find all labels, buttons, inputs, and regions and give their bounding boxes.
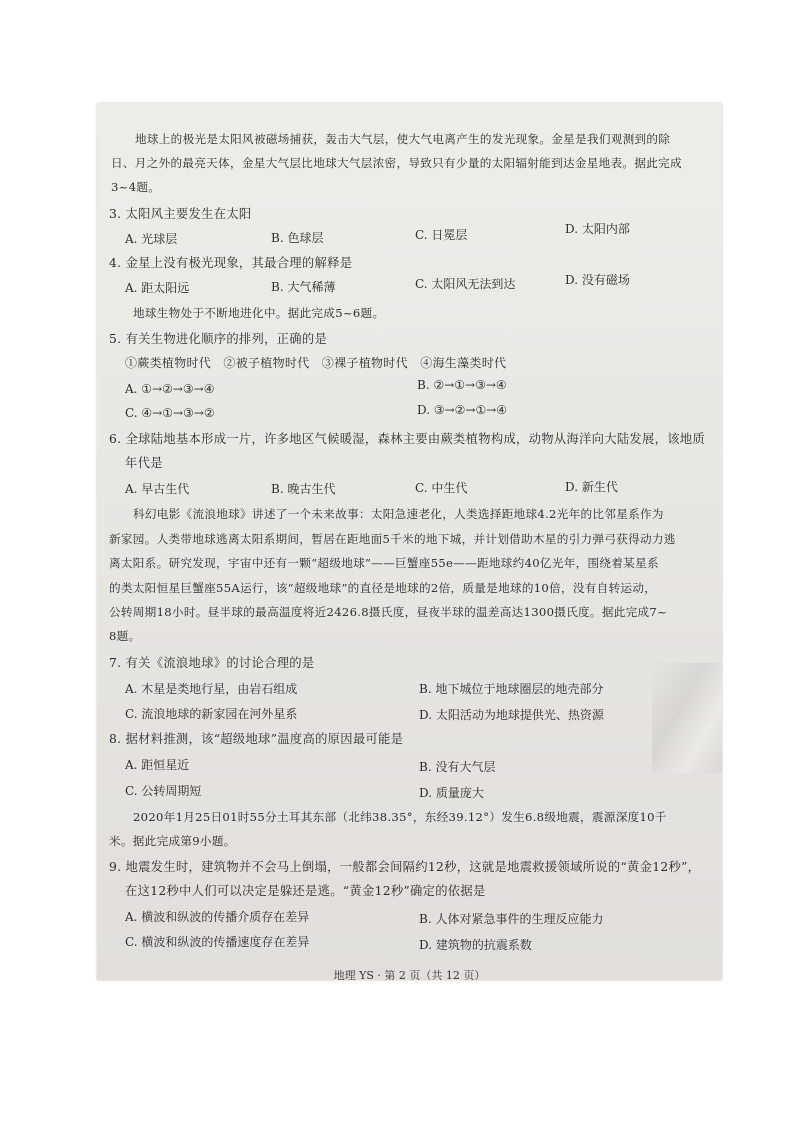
question-9-stem-line-1: 9. 地震发生时，建筑物并不会马上倒塌，一般都会间隔约12秒，这就是地震救援领域所说的“黄金12秒”， <box>109 860 701 874</box>
question-3-option-c: C. 日冕层 <box>415 228 468 242</box>
question-8-option-c: C. 公转周期短 <box>125 784 202 798</box>
material-2: 地球生物处于不断地进化中。据此完成5~6题。 <box>133 306 385 320</box>
exam-page <box>97 103 722 980</box>
question-9-option-b: B. 人体对紧急事件的生理反应能力 <box>419 912 604 926</box>
question-6-option-c: C. 中生代 <box>415 481 468 495</box>
question-3-option-b: B. 色球层 <box>271 231 324 245</box>
question-5-option-c: C. ④→①→③→② <box>125 406 215 420</box>
page-footer: 地理 YS · 第 2 页（共 12 页） <box>333 969 486 980</box>
question-5-option-b: B. ②→①→③→④ <box>417 378 507 392</box>
question-6-option-b: B. 晚古生代 <box>271 482 336 496</box>
question-4-option-b: B. 大气稀薄 <box>271 280 336 294</box>
question-6-stem-line-2: 年代是 <box>125 456 163 470</box>
question-8-option-a: A. 距恒星近 <box>125 758 190 772</box>
material-3-line-4: 的类太阳恒星巨蟹座55A运行，该“超级地球”的直径是地球的2倍，质量是地球的10倍，没有自转运动， <box>109 581 657 595</box>
question-8-stem: 8. 据材料推测，该“超级地球”温度高的原因最可能是 <box>109 732 404 746</box>
question-9-option-c: C. 横波和纵波的传播速度存在差异 <box>125 935 310 949</box>
question-5-option-d: D. ③→②→①→④ <box>417 403 508 417</box>
material-1-line-3: 3~4题。 <box>111 180 161 194</box>
question-4-option-c: C. 太阳风无法到达 <box>415 277 516 291</box>
question-4-stem: 4. 金星上没有极光现象，其最合理的解释是 <box>109 256 353 270</box>
material-4-line-2: 米。据此完成第9小题。 <box>109 834 236 848</box>
paper-fold <box>652 663 722 773</box>
question-8-option-d: D. 质量庞大 <box>419 786 484 800</box>
question-4-option-d: D. 没有磁场 <box>565 273 630 287</box>
material-3-line-1: 科幻电影《流浪地球》讲述了一个未来故事：太阳急速老化，人类选择距地球4.2光年的比邻星系作为 <box>133 507 664 521</box>
question-6-stem-line-1: 6. 全球陆地基本形成一片，许多地区气候暖湿，森林主要由蕨类植物构成，动物从海洋向大陆发展，该地质 <box>109 432 705 446</box>
material-3-line-6: 8题。 <box>109 629 141 643</box>
question-9-option-d: D. 建筑物的抗震系数 <box>419 938 532 952</box>
question-7-option-b: B. 地下城位于地球圈层的地壳部分 <box>419 682 604 696</box>
material-3-line-3: 离太阳系。研究发现，宇宙中还有一颗“超级地球”——巨蟹座55e——距地球约40亿光年，围绕着某星系 <box>109 556 659 570</box>
material-1-line-2: 日、月之外的最亮天体，金星大气层比地球大气层浓密，导致只有少量的太阳辐射能到达金星地表。据此完成 <box>111 156 682 170</box>
question-5-stem: 5. 有关生物进化顺序的排列，正确的是 <box>109 332 328 346</box>
question-9-option-a: A. 横波和纵波的传播介质存在差异 <box>125 910 310 924</box>
question-4-option-a: A. 距太阳远 <box>125 281 190 295</box>
material-4-line-1: 2020年1月25日01时55分土耳其东部（北纬38.35°，东经39.12°）发生6.8级地震，震源深度10千 <box>133 810 667 824</box>
material-3-line-2: 新家园。人类带地球逃离太阳系期间，暂居在距地面5千米的地下城，并计划借助木星的引力弹弓获得动力逃 <box>109 532 676 546</box>
question-3-option-d: D. 太阳内部 <box>565 222 630 236</box>
question-3-option-a: A. 光球层 <box>125 232 178 246</box>
question-6-option-d: D. 新生代 <box>565 480 618 494</box>
question-7-option-a: A. 木星是类地行星，由岩石组成 <box>125 682 298 696</box>
question-5-items: ①蕨类植物时代 ②被子植物时代 ③裸子植物时代 ④海生藻类时代 <box>125 356 507 370</box>
question-7-stem: 7. 有关《流浪地球》的讨论合理的是 <box>109 656 315 670</box>
question-8-option-b: B. 没有大气层 <box>419 760 496 774</box>
question-9-stem-line-2: 在这12秒中人们可以决定是躲还是逃。“黄金12秒”确定的依据是 <box>125 884 486 898</box>
question-7-option-d: D. 太阳活动为地球提供光、热资源 <box>419 708 604 722</box>
question-7-option-c: C. 流浪地球的新家园在河外星系 <box>125 707 298 721</box>
question-5-option-a: A. ①→②→③→④ <box>125 382 215 396</box>
material-3-line-5: 公转周期18小时。昼半球的最高温度将近2426.8摄氏度，昼夜半球的温差高达1300摄氏度。据此完成7~ <box>109 605 668 619</box>
question-6-option-a: A. 早古生代 <box>125 482 190 496</box>
question-3-stem: 3. 太阳风主要发生在太阳 <box>109 207 252 221</box>
material-1-line-1: 地球上的极光是太阳风被磁场捕获，轰击大气层，使大气电离产生的发光现象。金星是我们观测到的除 <box>135 132 671 146</box>
